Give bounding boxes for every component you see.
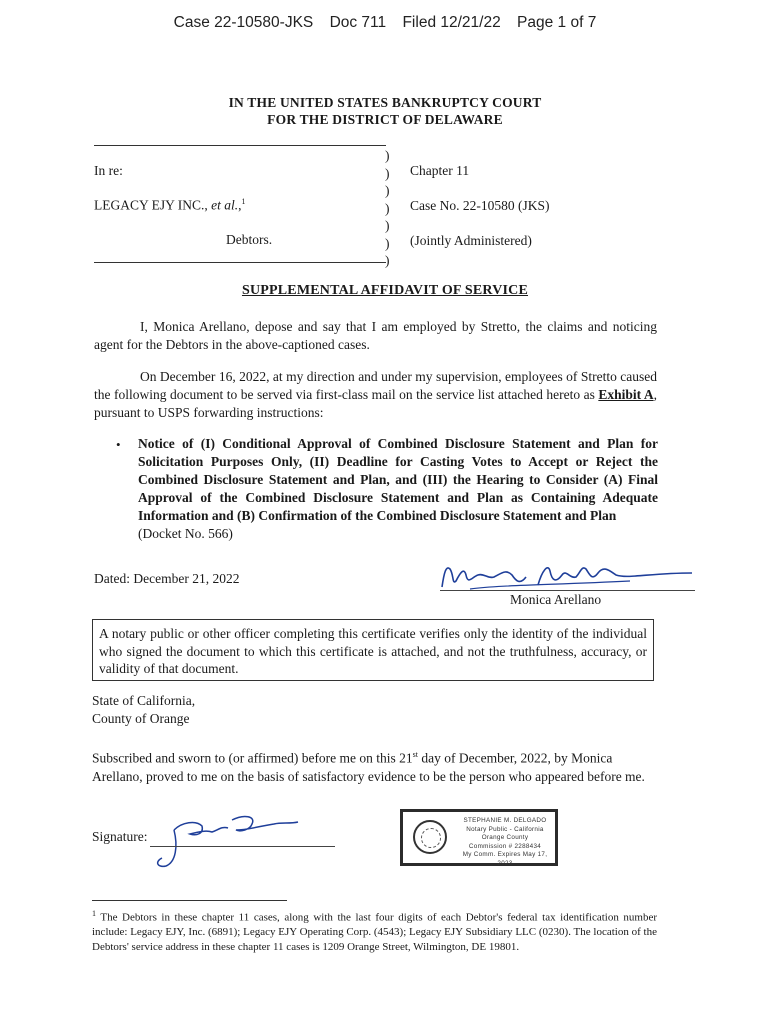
- docket-number: (Docket No. 566): [138, 526, 233, 541]
- caption-parens: ) ) ) ) ) ) ): [385, 148, 390, 268]
- jurat-paragraph: Subscribed and sworn to (or affirmed) before me on this 21st day of December, 2022, by Monica Arellano, proved to me on the basis of satisfactory evidence to be the person who appeared before me.: [92, 750, 645, 784]
- notary-stamp: [400, 809, 558, 866]
- notary-signature-line: [150, 846, 335, 847]
- case-no-label: Case No. 22-10580 (JKS): [410, 198, 550, 213]
- document-title: SUPPLEMENTAL AFFIDAVIT OF SERVICE: [241, 283, 529, 298]
- venue-county: County of Orange: [92, 711, 190, 726]
- notary-disclaimer-box: A notary public or other officer completing this certificate verifies only the identity of the individual who signed the document to which this certificate is attached, and not the truthfulness, accuracy, or validity of that document.: [92, 619, 654, 681]
- page-number: Page 1 of 7: [517, 14, 597, 31]
- footnote-text: The Debtors in these chapter 11 cases, along with the last four digits of each Debtor's federal tax identification number include: Legacy EJY, Inc. (6891); Legacy EJY Operating Corp. (4543); Legacy EJY Subsidiary LLC (0230). The location of the Debtors' service address in these chapter 11 cases is 1209 Orange Street, Wilmington, DE 19801.: [92, 911, 657, 953]
- case-header: [0, 14, 770, 32]
- exhibit-a-reference: Exhibit A: [598, 387, 654, 402]
- footnote-mark: 1: [92, 909, 96, 918]
- venue-block: [92, 692, 195, 728]
- caption-top-rule: [94, 145, 386, 146]
- state-seal-icon: [413, 820, 447, 854]
- in-re-label: In re:: [94, 163, 123, 178]
- venue-state: State of California,: [92, 693, 196, 708]
- paragraph-2: On December 16, 2022, at my direction and under my supervision, employees of Stretto caused the following document to be served via first-class mail on the service list attached hereto as Exhibit A, pursuant to USPS forwarding instructions:: [94, 369, 657, 420]
- court-line-1: IN THE UNITED STATES BANKRUPTCY COURT: [228, 95, 542, 110]
- debtor-name: LEGACY EJY INC., et al.,$^1$: [94, 197, 246, 213]
- affiant-name: Monica Arellano: [510, 592, 602, 607]
- dated-line: Dated: December 21, 2022: [94, 571, 240, 586]
- bullet-marker: •: [116, 437, 121, 452]
- notary-signature: [140, 806, 310, 876]
- footnote-rule: [92, 900, 287, 901]
- case-number: Case 22-10580-JKS: [173, 14, 314, 31]
- footnote: [92, 907, 657, 954]
- affiant-signature-line: [440, 590, 695, 591]
- paragraph-1: I, Monica Arellano, depose and say that I am employed by Stretto, the claims and noticing agent for the Debtors in the above-captioned cases.: [94, 319, 657, 352]
- court-line-2: FOR THE DISTRICT OF DELAWARE: [267, 112, 503, 127]
- debtors-label: Debtors.: [226, 232, 273, 247]
- notary-stamp-text: STEPHANIE M. DELGADO Notary Public - California Orange County Commission # 2288434 My Comm. Expires May 17, 2023: [462, 817, 548, 867]
- doc-number: Doc 711: [329, 14, 387, 31]
- court-heading: [0, 94, 770, 128]
- notice-item: [138, 435, 658, 543]
- signature-label: Signature:: [92, 829, 148, 844]
- chapter-label: Chapter 11: [410, 163, 470, 178]
- jointly-administered-label: (Jointly Administered): [410, 233, 532, 248]
- filed-date: Filed 12/21/22: [402, 14, 501, 31]
- notice-title: Notice of (I) Conditional Approval of Combined Disclosure Statement and Plan for Solicitation Purposes Only, (II) Deadline for Casting Votes to Accept or Reject the Combined Disclosure Statement and Plan, and (III) the Hearing to Consider (A) Final Approval of the Combined Disclosure Statement and Plan as Containing Adequate Information and (B) Confirmation of the Combined Disclosure Statement and Plan: [138, 436, 658, 523]
- caption-bottom-rule: [94, 262, 386, 263]
